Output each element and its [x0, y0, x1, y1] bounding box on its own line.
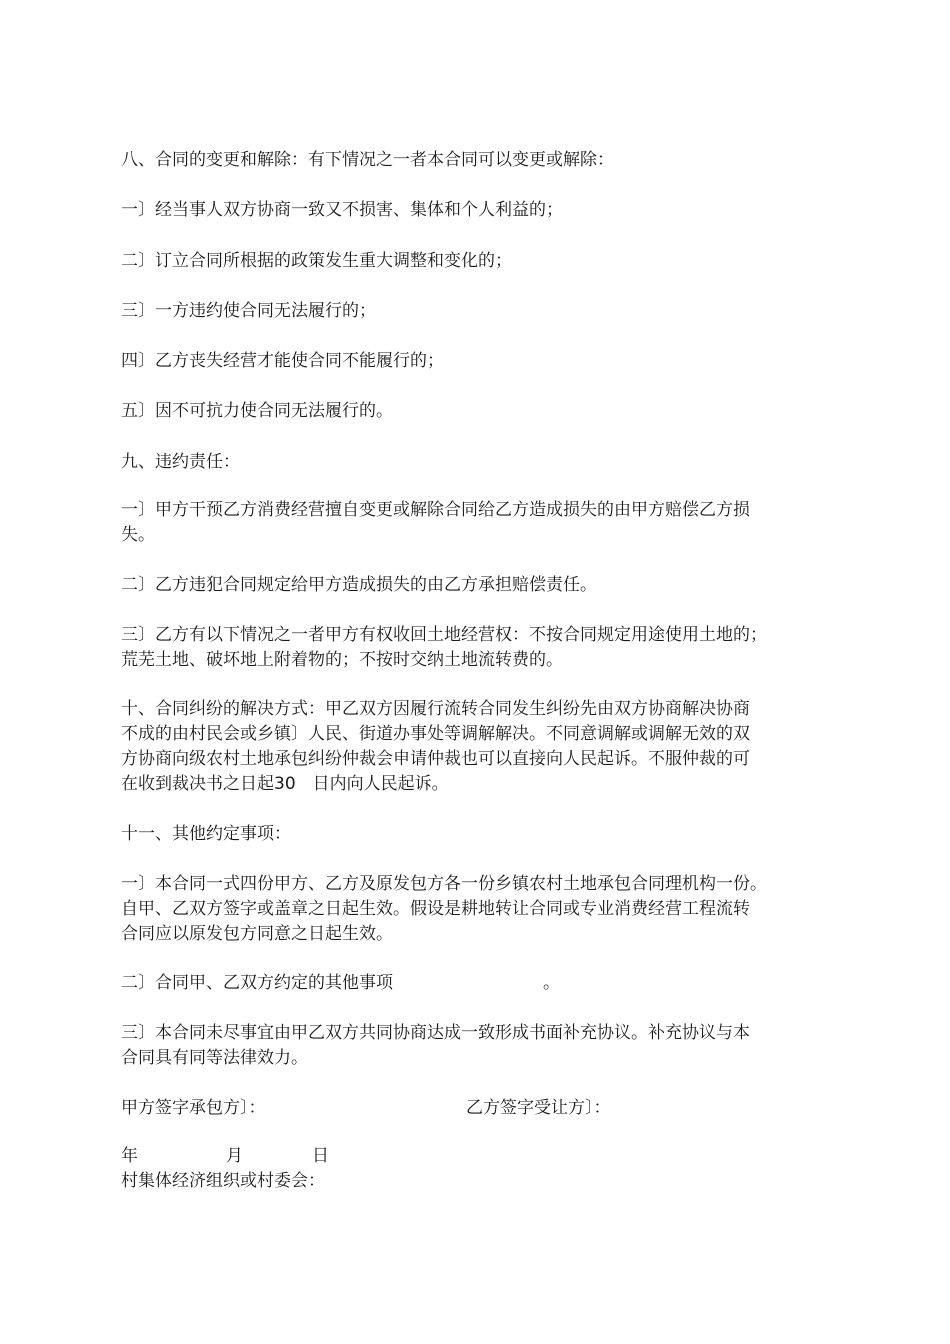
- section11-item-1-line-1: 一〕本合同一式四份甲方、乙方及原发包方各一份乡镇农村土地承包合同理机构一份。: [121, 874, 767, 894]
- section9-heading: 九、违约责任：: [121, 452, 240, 472]
- section11-item-3: [121, 1021, 841, 1071]
- section8-heading: 八、合同的变更和解除：有下情况之一者本合同可以变更或解除：: [121, 150, 614, 170]
- section8-item-5: 五〕因不可抗力使合同无法履行的。: [121, 401, 393, 421]
- section8-item-3: 三〕一方违约使合同无法履行的；: [121, 301, 376, 321]
- section10-line-4: 在收到裁决书之日起30 日内向人民起诉。: [121, 774, 449, 794]
- section11-item-1-line-3: 合同应以原发包方同意之日起生效。: [121, 924, 393, 944]
- section11-item-2: [121, 971, 841, 996]
- date-year-label: 年: [121, 1146, 138, 1166]
- section9-item-2: 二〕乙方违犯合同规定给甲方造成损失的由乙方承担赔偿责任。: [121, 575, 597, 595]
- section8-item-4: 四〕乙方丧失经营才能使合同不能履行的；: [121, 351, 444, 371]
- section9-item-3-line-2: 荒芜土地、破坏地上附着物的；不按时交纳土地流转费的。: [121, 650, 563, 670]
- section9-item-3: [121, 623, 841, 673]
- section10-paragraph: [121, 697, 841, 797]
- signature-row: [121, 1096, 841, 1121]
- section11-item-2-end: 。: [543, 973, 560, 993]
- section8-item-1: 一〕经当事人双方协商一致又不损害、集体和个人利益的；: [121, 200, 563, 220]
- section9-item-1: [121, 498, 841, 548]
- section11-item-1: [121, 872, 841, 947]
- section9-item-1-line-1: 一〕甲方干预乙方消费经营擅自变更或解除合同给乙方造成损失的由甲方赔偿乙方损: [121, 500, 750, 520]
- section11-item-3-line-2: 合同具有同等法律效力。: [121, 1048, 308, 1068]
- section11-item-2-text: 二〕合同甲、乙双方约定的其他事项: [121, 973, 393, 993]
- date-month-label: 月: [226, 1146, 243, 1166]
- collective-signature-label: 村集体经济组织或村委会：: [121, 1171, 325, 1191]
- section11-item-1-line-2: 自甲、乙双方签字或盖章之日起生效。假设是耕地转让合同或专业消费经营工程流转: [121, 899, 750, 919]
- date-row: [121, 1144, 841, 1169]
- section10-line-1: 十、合同纠纷的解决方式：甲乙双方因履行流转合同发生纠纷先由双方协商解决协商: [121, 699, 750, 719]
- section10-line-2: 不成的由村民会或乡镇〕人民、街道办事处等调解解决。不同意调解或调解无效的双: [121, 724, 750, 744]
- party-b-signature-label: 乙方签字受让方〕：: [466, 1098, 611, 1118]
- date-day-label: 日: [312, 1146, 329, 1166]
- section8-item-2: 二〕订立合同所根据的政策发生重大调整和变化的；: [121, 251, 512, 271]
- party-a-signature-label: 甲方签字承包方〕：: [121, 1098, 266, 1118]
- section11-heading: 十一、其他约定事项：: [121, 824, 291, 844]
- section11-item-3-line-1: 三〕本合同未尽事宜由甲乙双方共同协商达成一致形成书面补充协议。补充协议与本: [121, 1023, 750, 1043]
- section10-line-3: 方协商向级农村土地承包纠纷仲裁会申请仲裁也可以直接向人民起诉。不服仲裁的可: [121, 749, 750, 769]
- section9-item-3-line-1: 三〕乙方有以下情况之一者甲方有权收回土地经营权：不按合同规定用途使用土地的；: [121, 625, 767, 645]
- section9-item-1-line-2: 失。: [121, 525, 155, 545]
